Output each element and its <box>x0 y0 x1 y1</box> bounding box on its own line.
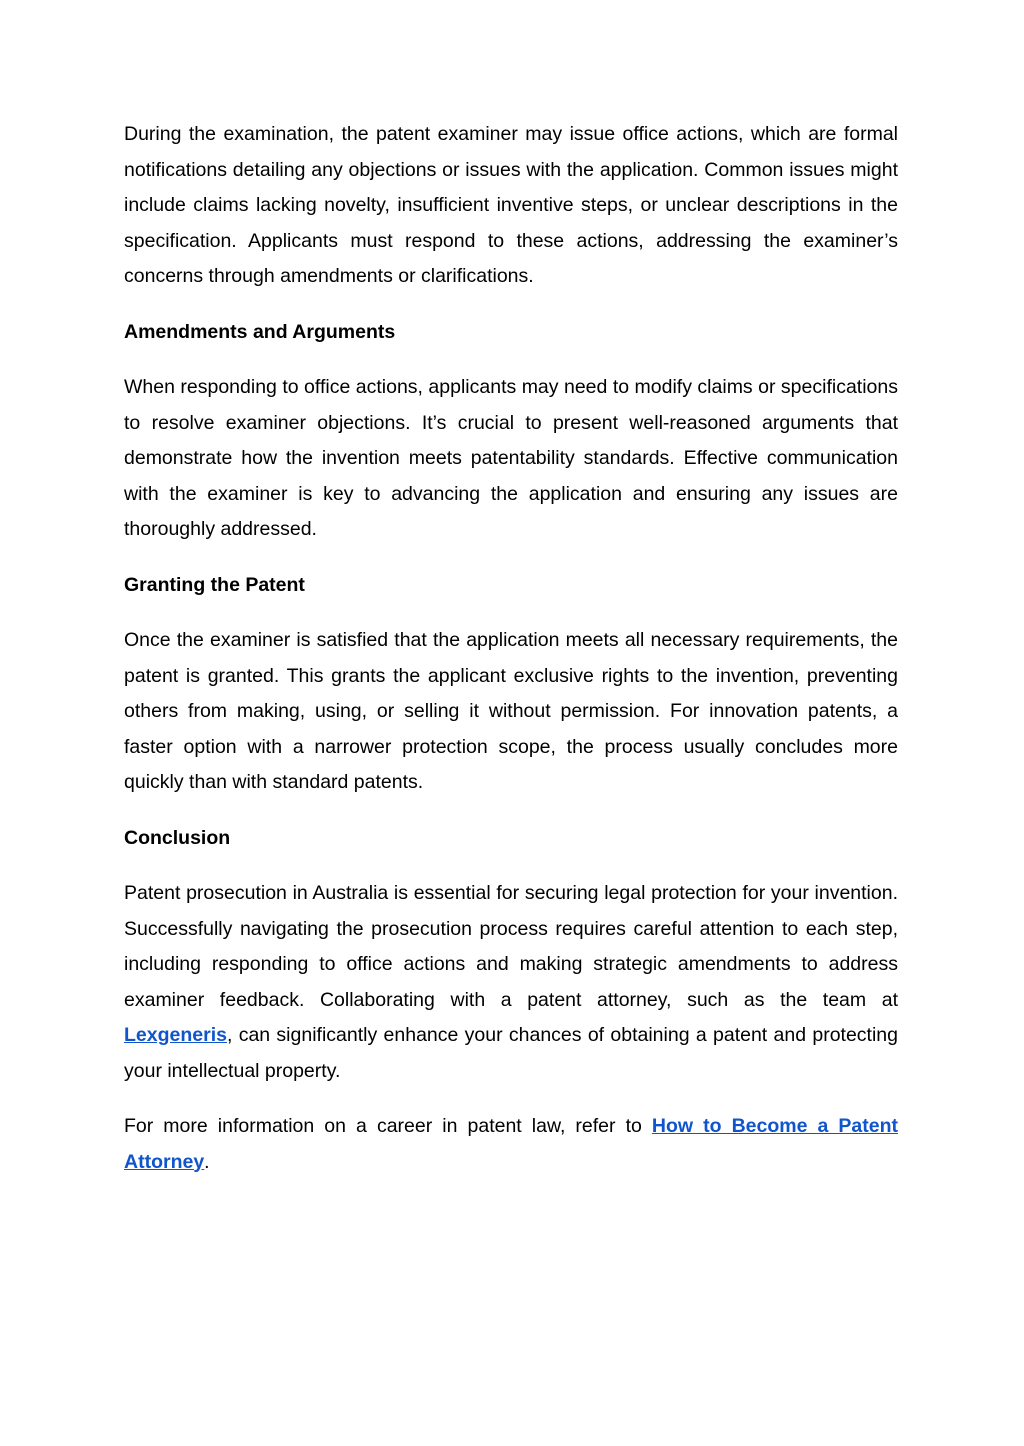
paragraph-more-information <box>124 1109 898 1180</box>
document-page <box>124 117 898 1200</box>
how-to-become-patent-attorney-link[interactable]: How to Become a Patent Attorney <box>124 1115 898 1173</box>
paragraph-conclusion <box>124 876 898 1089</box>
paragraph-amendments: When responding to office actions, applicants may need to modify claims or specifications to resolve examiner objections. It’s crucial to present well-reasoned arguments that demonstrate how the invention meets patentability standards. Effective communication with the examiner is key to advancing the application and ensuring any issues are thoroughly addressed. <box>124 376 898 540</box>
more-info-text-after-link: . <box>204 1150 210 1173</box>
more-info-text-before-link: For more information on a career in patent law, refer to <box>124 1115 652 1137</box>
conclusion-text-after-link: , can significantly enhance your chances of obtaining a patent and protecting your intellectual property. <box>124 1024 898 1082</box>
lexgeneris-link[interactable]: Lexgeneris <box>124 1024 227 1046</box>
heading-amendments-and-arguments: Amendments and Arguments <box>124 320 396 343</box>
heading-granting-the-patent: Granting the Patent <box>124 573 305 596</box>
conclusion-text-before-link: Patent prosecution in Australia is essential for securing legal protection for your invention. Successfully navigating the prosecution process requires careful attention to each step, including responding to office actions and making strategic amendments to address examiner feedback. Collaborating with a patent attorney, such as the team at <box>124 882 898 1011</box>
paragraph-office-actions: During the examination, the patent examiner may issue office actions, which are formal notifications detailing any objections or issues with the application. Common issues might include claims lacking novelty, insufficient inventive steps, or unclear descriptions in the specification. Applicants must respond to these actions, addressing the examiner’s concerns through amendments or clarifications. <box>124 123 898 287</box>
heading-conclusion: Conclusion <box>124 826 231 849</box>
paragraph-granting: Once the examiner is satisfied that the application meets all necessary requirements, the patent is granted. This grants the applicant exclusive rights to the invention, preventing others from making, using, or selling it without permission. For innovation patents, a faster option with a narrower protection scope, the process usually concludes more quickly than with standard patents. <box>124 629 898 793</box>
